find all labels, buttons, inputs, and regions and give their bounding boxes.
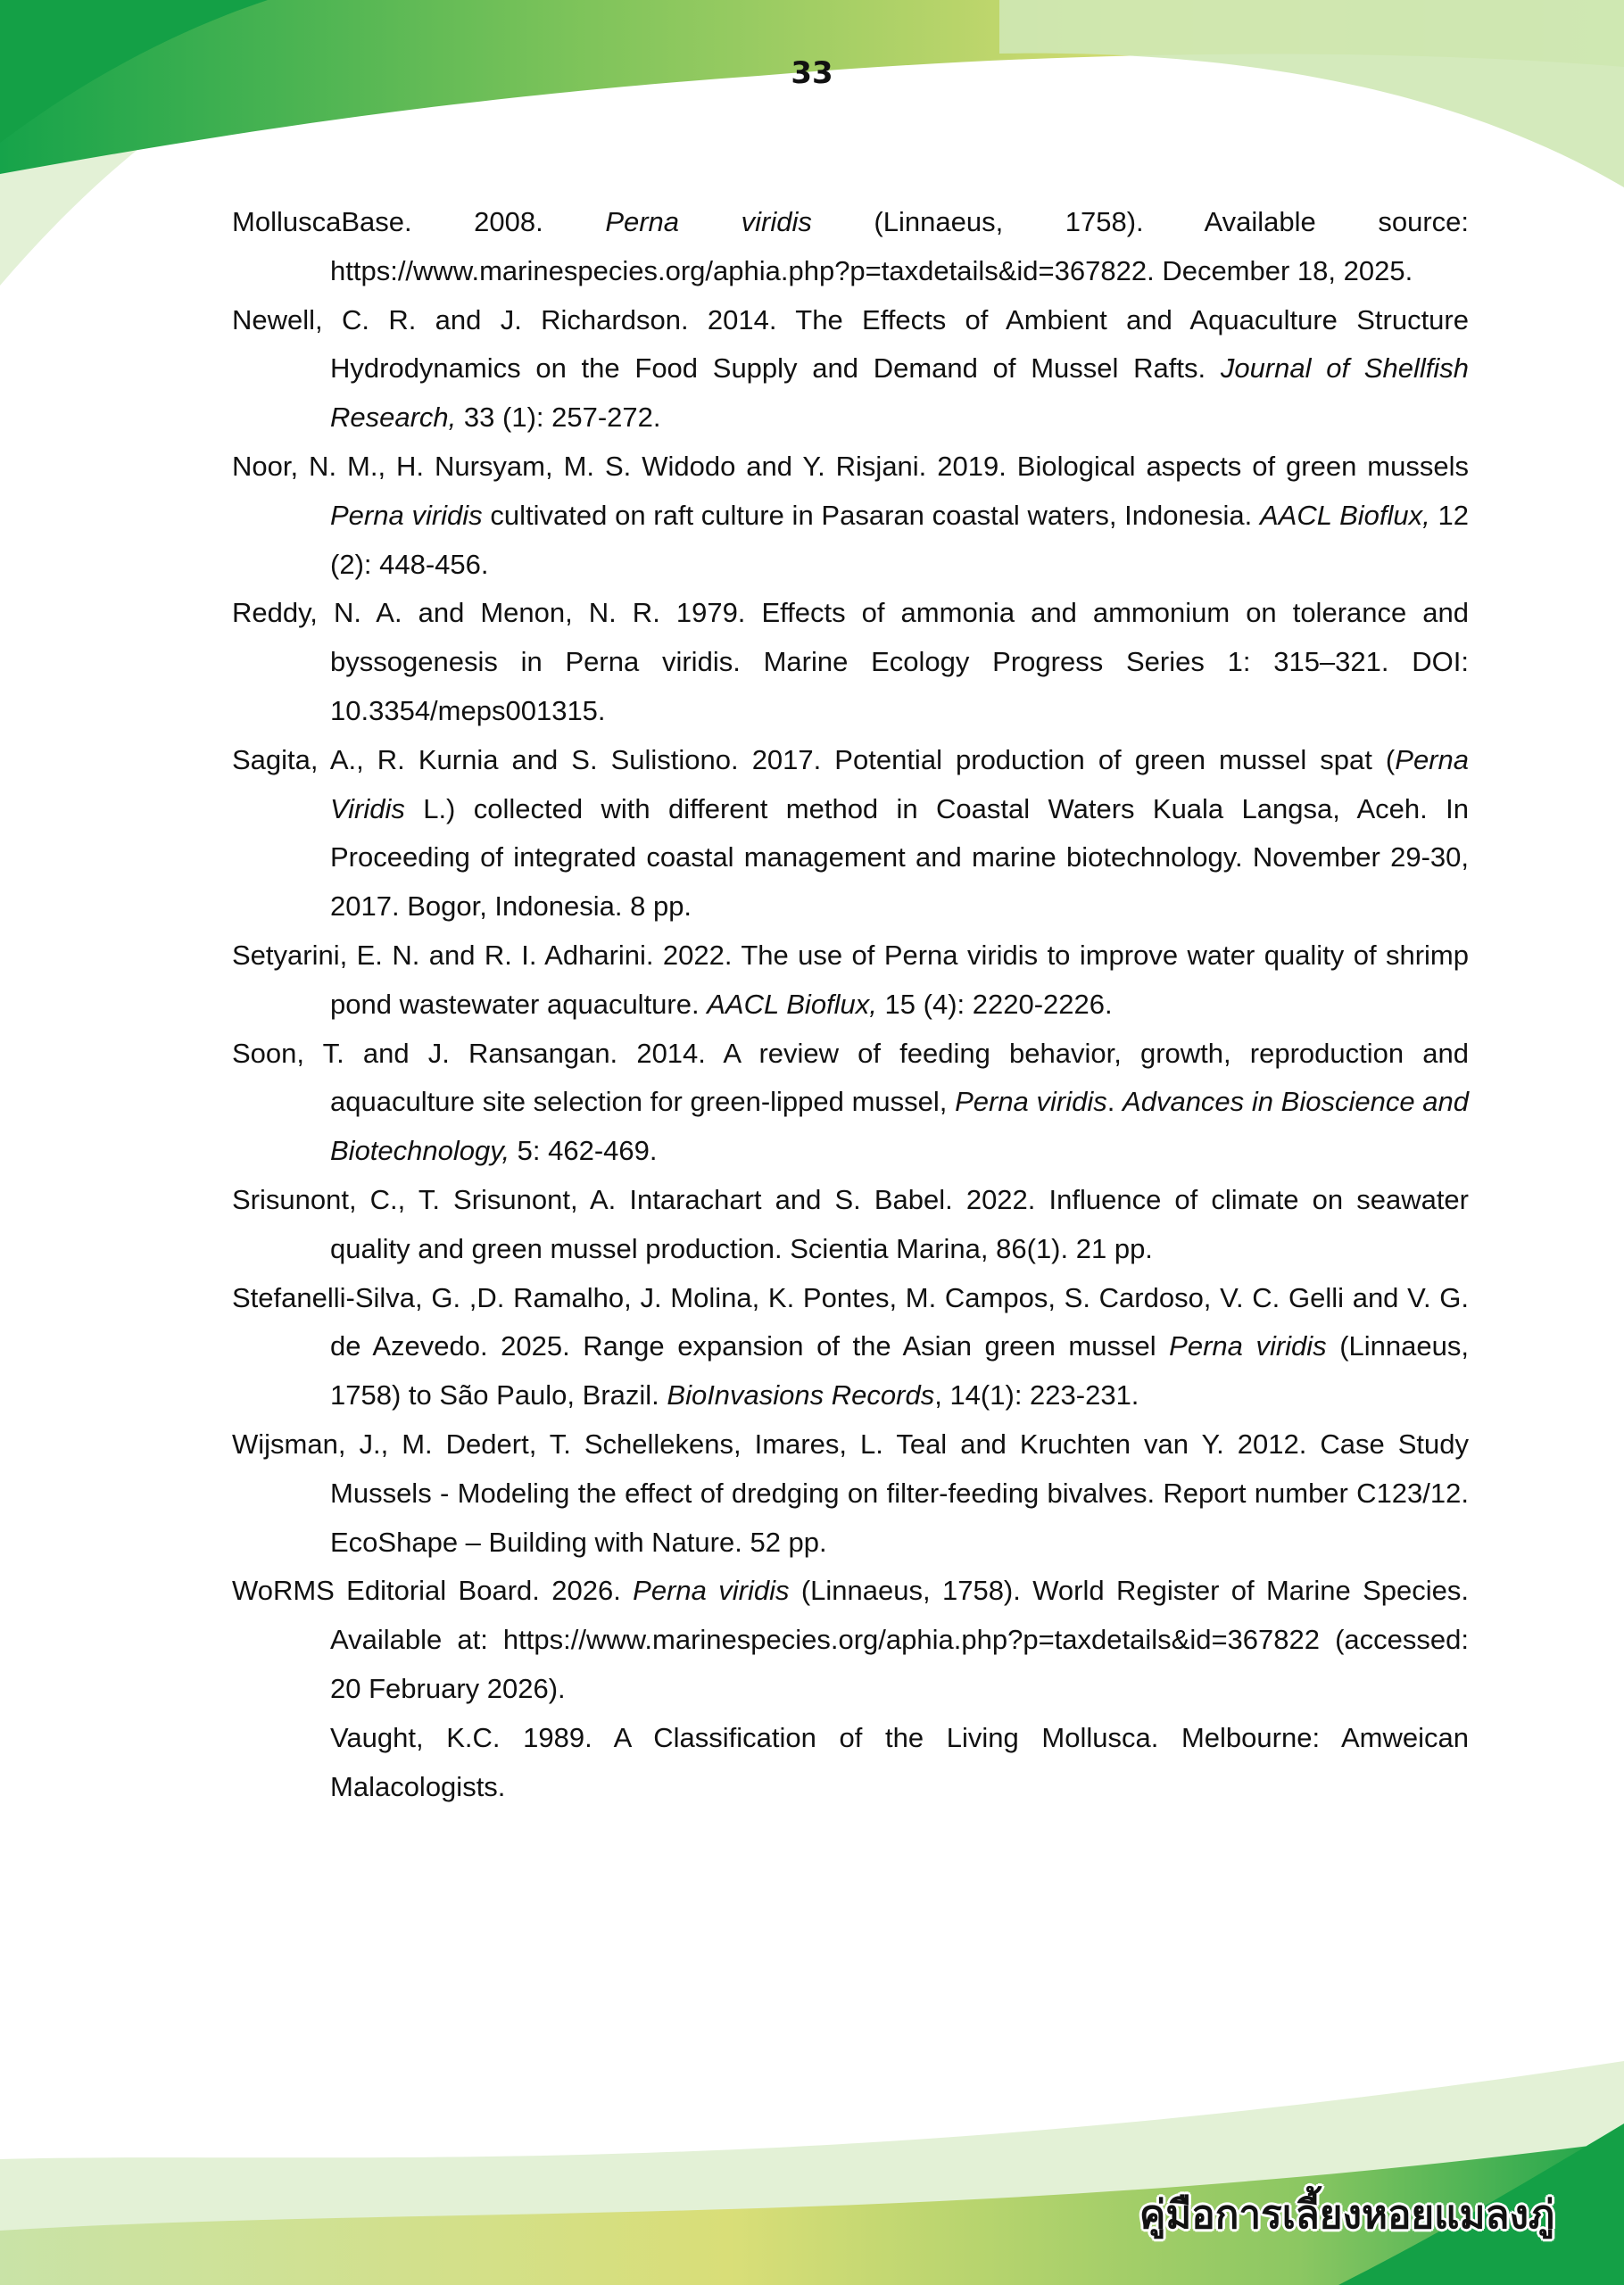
reference-text: Newell, C. R. and J. Richardson. 2014. The Effects of Ambient and Aquaculture Structure Hydrodynamics on the Food Supply and Demand of Mussel Rafts.	[232, 303, 1469, 385]
reference-italic-text: Advances in Bioscience and Biotechnology,	[330, 1086, 1470, 1167]
reference-entry	[232, 1176, 1469, 1274]
reference-italic-text: Perna viridis	[955, 1086, 1107, 1118]
references-list	[232, 198, 1469, 1811]
reference-text: 5: 462-469.	[510, 1135, 658, 1167]
reference-text: 33 (1): 257-272.	[456, 402, 661, 434]
reference-text: L.) collected with different method in Coastal Waters Kuala Langsa, Aceh. In Proceeding of integrated coastal management and marine biotechnology. November 29-30, 2017. Bogor, Indonesia. 8 pp.	[330, 792, 1469, 923]
reference-entry	[232, 1030, 1469, 1176]
reference-entry	[232, 1420, 1469, 1567]
reference-text: 12 (2): 448-456.	[330, 499, 1469, 580]
reference-italic-text: AACL Bioflux,	[1259, 499, 1430, 531]
reference-text: WoRMS Editorial Board. 2026.	[232, 1575, 634, 1607]
page-number: 33	[791, 55, 833, 91]
reference-text: (Linnaeus, 1758) to São Paulo, Brazil.	[330, 1330, 1470, 1412]
reference-italic-text: Perna viridis	[1169, 1330, 1327, 1362]
reference-text: Vaught, K.C. 1989. A Classification of the Living Mollusca. Melbourne: Amweican Malacologists.	[330, 1721, 1469, 1802]
top-right-pale-wave	[999, 0, 1624, 187]
reference-text: (Linnaeus, 1758). Available source: https://www.marinespecies.org/aphia.php?p=taxdetails&id=367822. December 18, 2025.	[330, 206, 1469, 286]
reference-text: MolluscaBase. 2008.	[232, 206, 606, 237]
reference-entry	[232, 1567, 1469, 1713]
reference-entry	[232, 1714, 1469, 1812]
reference-entry	[232, 1274, 1469, 1420]
reference-italic-text: Journal of Shellfish Research,	[330, 352, 1469, 434]
reference-text: 15 (4): 2220-2226.	[876, 988, 1113, 1020]
reference-text: cultivated on raft culture in Pasaran coastal waters, Indonesia.	[482, 499, 1260, 531]
reference-text: Soon, T. and J. Ransangan. 2014. A review of feeding behavior, growth, reproduction and aquaculture site selection for green-lipped mussel,	[232, 1037, 1469, 1118]
reference-text: .	[1106, 1086, 1123, 1118]
reference-text: Sagita, A., R. Kurnia and S. Sulistiono. 2017. Potential production of green mussel spat (	[232, 743, 1396, 775]
reference-text: Setyarini, E. N. and R. I. Adharini. 2022. The use of Perna viridis to improve water quality of shrimp pond wastewater aquaculture.	[232, 939, 1469, 1020]
reference-italic-text: Perna viridis	[330, 499, 483, 531]
reference-text: , 14(1): 223-231.	[934, 1379, 1139, 1412]
reference-text: Wijsman, J., M. Dedert, T. Schellekens, Imares, L. Teal and Kruchten van Y. 2012. Case Study Mussels - Modeling the effect of dredging on filter-feeding bivalves. Report number C123/12. EcoShape – Building with Nature. 52 pp.	[232, 1428, 1469, 1558]
reference-italic-text: BioInvasions Records	[667, 1379, 935, 1412]
reference-entry	[232, 443, 1469, 589]
reference-entry	[232, 198, 1469, 296]
reference-text: Srisunont, C., T. Srisunont, A. Intarachart and S. Babel. 2022. Influence of climate on seawater quality and green mussel production. Scientia Marina, 86(1). 21 pp.	[232, 1183, 1469, 1264]
reference-italic-text: Perna viridis	[605, 206, 812, 237]
reference-text: Noor, N. M., H. Nursyam, M. S. Widodo and Y. Risjani. 2019. Biological aspects of green mussels	[232, 450, 1469, 482]
reference-text: Reddy, N. A. and Menon, N. R. 1979. Effects of ammonia and ammonium on tolerance and byssogenesis in Perna viridis. Marine Ecology Progress Series 1: 315–321. DOI: 10.3354/meps001315.	[232, 597, 1469, 726]
reference-italic-text: AACL Bioflux,	[707, 988, 877, 1020]
reference-text: Stefanelli-Silva, G. ,D. Ramalho, J. Molina, K. Pontes, M. Campos, S. Cardoso, V. C. Gelli and V. G. de Azevedo. 2025. Range expansion of the Asian green mussel	[232, 1281, 1469, 1362]
reference-entry	[232, 736, 1469, 931]
reference-italic-text: Perna viridis	[633, 1575, 790, 1607]
footer-book-title: คู่มือการเลี้ยงหอยแมลงภู่	[1139, 2192, 1554, 2238]
reference-entry	[232, 296, 1469, 443]
reference-entry	[232, 931, 1469, 1030]
reference-italic-text: Perna Viridis	[330, 743, 1469, 824]
reference-text: (Linnaeus, 1758). World Register of Marine Species. Available at: https://www.marinespecies.org/aphia.php?p=taxdetails&id=367822 (accessed: 20 February 2026).	[330, 1575, 1469, 1704]
reference-entry	[232, 589, 1469, 735]
